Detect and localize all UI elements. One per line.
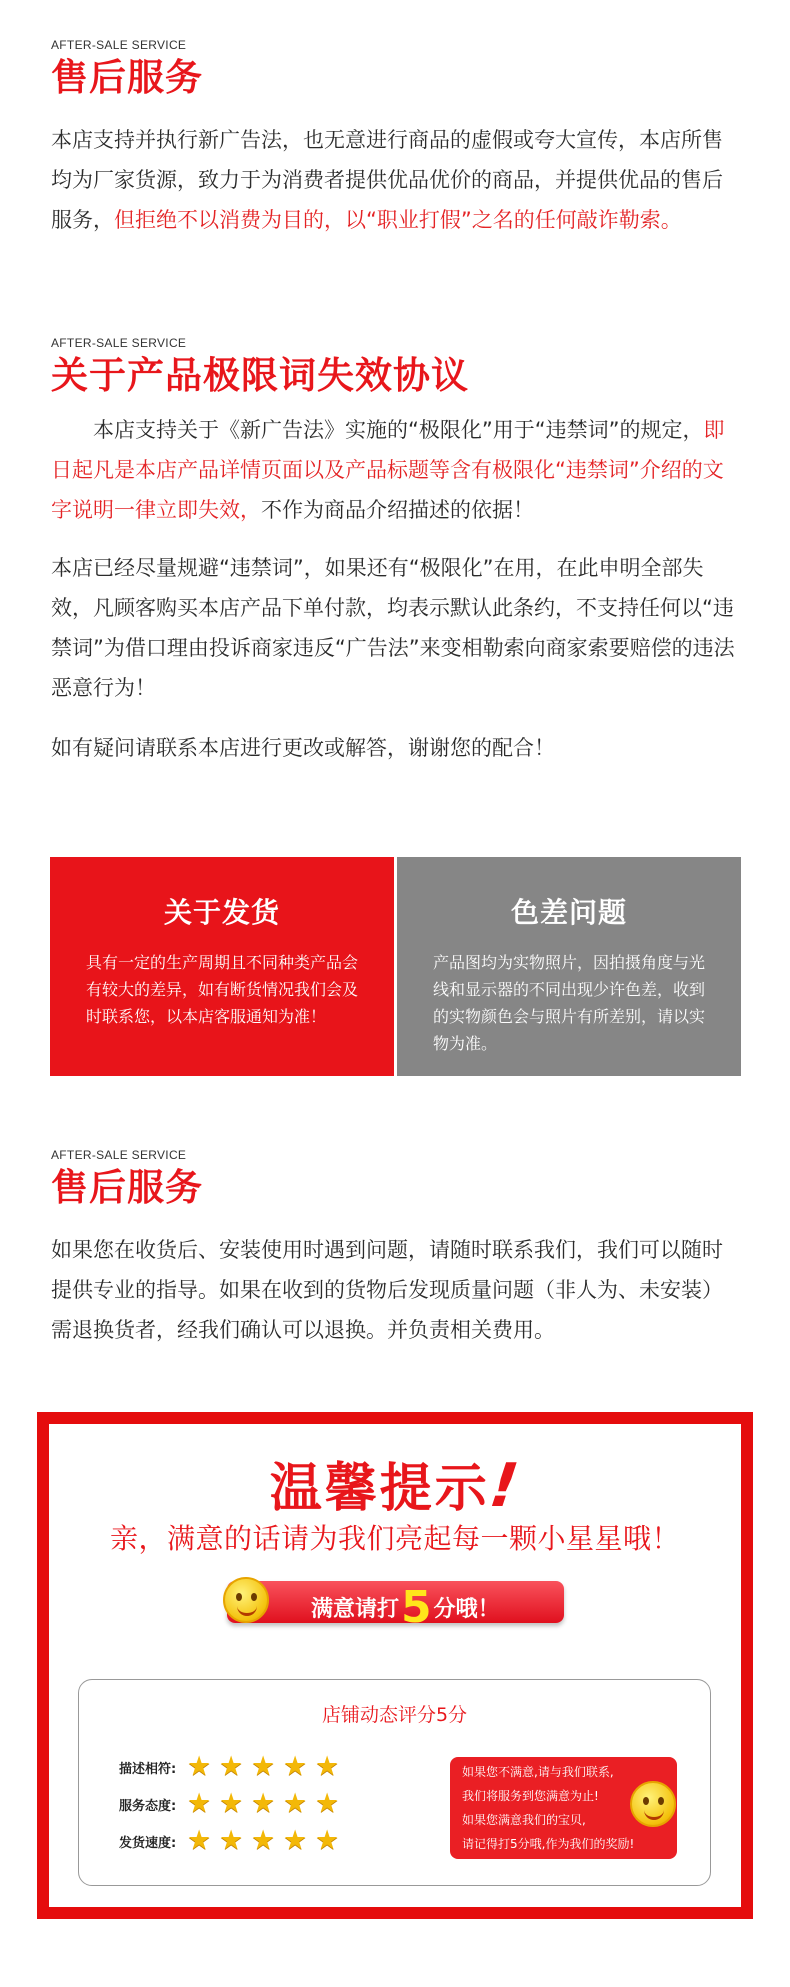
section-paragraph (51, 410, 741, 530)
info-boxes (50, 857, 741, 1076)
star-icon: ★ (219, 1825, 244, 1856)
star-icon: ★ (219, 1751, 244, 1782)
section-subtitle-en: AFTER-SALE SERVICE (51, 336, 187, 350)
rating-row-description (119, 1753, 347, 1781)
exclamation-mark: ! (478, 1451, 532, 1521)
shop-rating-title: 店铺动态评分5分 (321, 1704, 468, 1726)
rating-row-service (119, 1790, 347, 1818)
paragraph-text: 本店支持关于《新广告法》实施的“极限化”用于“违禁词”的规定， (93, 418, 704, 442)
rating-label: 描述相符: (119, 1761, 177, 1777)
rating-label: 发货速度: (119, 1835, 177, 1851)
star-icon: ★ (187, 1825, 212, 1856)
paragraph-text: 不作为商品介绍描述的依据！ (261, 498, 534, 522)
color-difference-box (397, 857, 741, 1076)
rating-stars (187, 1827, 347, 1855)
section-paragraph (51, 120, 741, 240)
star-icon: ★ (283, 1825, 308, 1856)
section-title: 关于产品极限词失效协议 (51, 354, 469, 397)
restricted-words-section (51, 336, 741, 768)
paragraph-highlight-text: 但拒绝不以消费为目的，以“职业打假”之名的任何敲诈勒索。 (114, 208, 682, 232)
star-icon: ★ (251, 1825, 276, 1856)
section-subtitle-en: AFTER-SALE SERVICE (51, 1148, 187, 1162)
notice-subtitle: 亲，满意的话请为我们亮起每一颗小星星哦！ (109, 1522, 680, 1555)
smiley-thumbs-up-icon (630, 1781, 676, 1827)
paragraph-highlight-text: 即日起凡是本店产品详情页面以及产品标题等含有极限化“违禁词”介绍的文字说明一律立即失效， (51, 418, 725, 522)
color-difference-box-title: 色差问题 (510, 896, 627, 929)
shipping-box-title: 关于发货 (163, 896, 280, 929)
paragraph-text: 本店支持并执行新广告法，也无意进行商品的虚假或夸大宣传，本店所售均为厂家货源，致力于为消费者提供优品优价的商品，并提供优品的售后服务， (51, 128, 723, 232)
star-icon: ★ (283, 1788, 308, 1819)
tip-line: 如果您不满意,请与我们联系, (462, 1765, 614, 1779)
rate-text-before: 满意请打 (311, 1597, 400, 1622)
section-title: 售后服务 (51, 1166, 203, 1209)
shop-rating-card (78, 1679, 711, 1886)
star-icon: ★ (315, 1825, 340, 1856)
section-paragraph: 本店已经尽量规避“违禁词”，如果还有“极限化”在用，在此申明全部失效，凡顾客购买本店产品下单付款，均表示默认此条约，不支持任何以“违禁词”为借口理由投诉商家违反“广告法”来变相勒索向商家索要赔偿的违法恶意行为！ (51, 556, 735, 700)
section-paragraph: 如果您在收货后、安装使用时遇到问题，请随时联系我们，我们可以随时提供专业的指导。如果在收到的货物后发现质量问题（非人为、未安装）需退换货者，经我们确认可以退换。并负责相关费用。 (51, 1238, 723, 1342)
tip-line: 如果您满意我们的宝贝, (462, 1813, 586, 1827)
star-icon: ★ (187, 1788, 212, 1819)
rate-five-banner (227, 1581, 564, 1633)
smiley-thumbs-up-icon (223, 1577, 269, 1623)
rating-notice-panel (37, 1412, 753, 1919)
shipping-box (50, 857, 394, 1076)
star-icon: ★ (315, 1751, 340, 1782)
star-icon: ★ (251, 1788, 276, 1819)
after-sale-section-1 (51, 38, 741, 240)
rating-tip-bubble (450, 1757, 677, 1859)
rating-row-shipping (119, 1827, 347, 1855)
rating-label: 服务态度: (119, 1798, 177, 1814)
star-icon: ★ (187, 1751, 212, 1782)
section-title: 售后服务 (51, 56, 203, 99)
section-subtitle-en: AFTER-SALE SERVICE (51, 38, 187, 52)
star-icon: ★ (219, 1788, 244, 1819)
star-icon: ★ (283, 1751, 308, 1782)
rate-number: 5 (401, 1582, 432, 1633)
star-icon: ★ (315, 1788, 340, 1819)
notice-title (49, 1446, 741, 1521)
tip-line: 请记得打5分哦,作为我们的奖励! (462, 1837, 635, 1851)
section-paragraph: 如有疑问请联系本店进行更改或解答，谢谢您的配合！ (51, 736, 555, 760)
rate-five-text (311, 1581, 500, 1633)
notice-title-text: 温馨提示 (269, 1459, 490, 1519)
star-icon: ★ (251, 1751, 276, 1782)
after-sale-section-2 (51, 1148, 741, 1350)
rating-stars (187, 1790, 347, 1818)
rating-stars (187, 1753, 347, 1781)
rate-text-after: 分哦！ (433, 1597, 500, 1622)
tip-line: 我们将服务到您满意为止! (462, 1789, 599, 1803)
color-difference-box-text: 产品图均为实物照片，因拍摄角度与光线和显示器的不同出现少许色差，收到的实物颜色会与照片有所差别，请以实物为准。 (433, 953, 706, 1053)
shipping-box-text: 具有一定的生产周期且不同种类产品会有较大的差异，如有断货情况我们会及时联系您，以本店客服通知为准！ (86, 953, 359, 1026)
